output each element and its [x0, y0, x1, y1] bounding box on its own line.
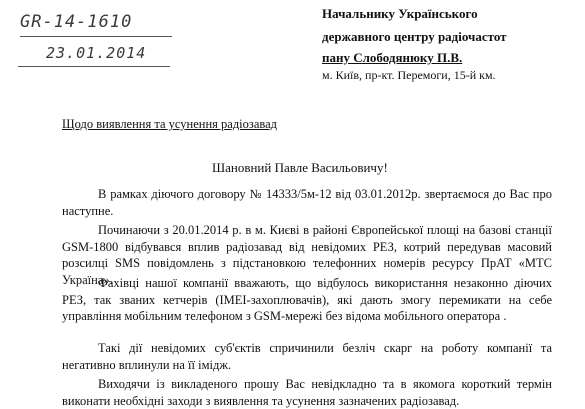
body-paragraph: Виходячи із викладеного прошу Вас невідкладно та в якомога короткий термін виконати необхідні заходи з виявлення та усунення зазначених радіозавад.: [62, 377, 552, 408]
registration-date: 23.01.2014: [46, 44, 147, 62]
body-paragraph: Починаючи з 20.01.2014 р. в м. Києві в районі Європейської площі на базові станції GSM-1800 відбувався вплив радіозавад від невідомих РЕЗ, котрий передував масовий розсилці SMS повідомлень з підстановкою телефонних номерів ресурсу ПрАТ «МТС Україна».: [62, 223, 552, 287]
addressee-address: м. Київ, пр-кт. Перемоги, 15-й км.: [322, 68, 496, 82]
salutation: Шановний Павле Васильовичу!: [212, 160, 388, 175]
body-paragraph: Фахівці нашої компанії вважають, що відбулось використання незаконно діючих РЕЗ, так званих кетчерів (IMEI-захоплювачів), які дають змогу перемикати на себе управління мобільним телефоном з GSM-мережі без відома мобільного оператора .: [62, 276, 552, 323]
registration-number: GR-14-1610: [20, 12, 133, 32]
addressee-line-1: Начальнику Українського: [322, 6, 478, 21]
registration-underline: [20, 36, 172, 37]
letter-subject: Щодо виявлення та усунення радіозавад: [62, 117, 278, 131]
addressee-line-2: державного центру радіочастот: [322, 29, 507, 44]
addressee-name: пану Слободянюку П.В.: [322, 50, 463, 65]
body-paragraph: В рамках діючого договору № 14333/5м-12 від 03.01.2012р. звертаємося до Вас про наступне.: [62, 187, 552, 218]
body-paragraph: Такі дії невідомих суб'єктів спричинили безліч скарг на роботу компанії та негативно вплинули на її імідж.: [62, 341, 552, 372]
registration-date-underline: [18, 66, 170, 67]
